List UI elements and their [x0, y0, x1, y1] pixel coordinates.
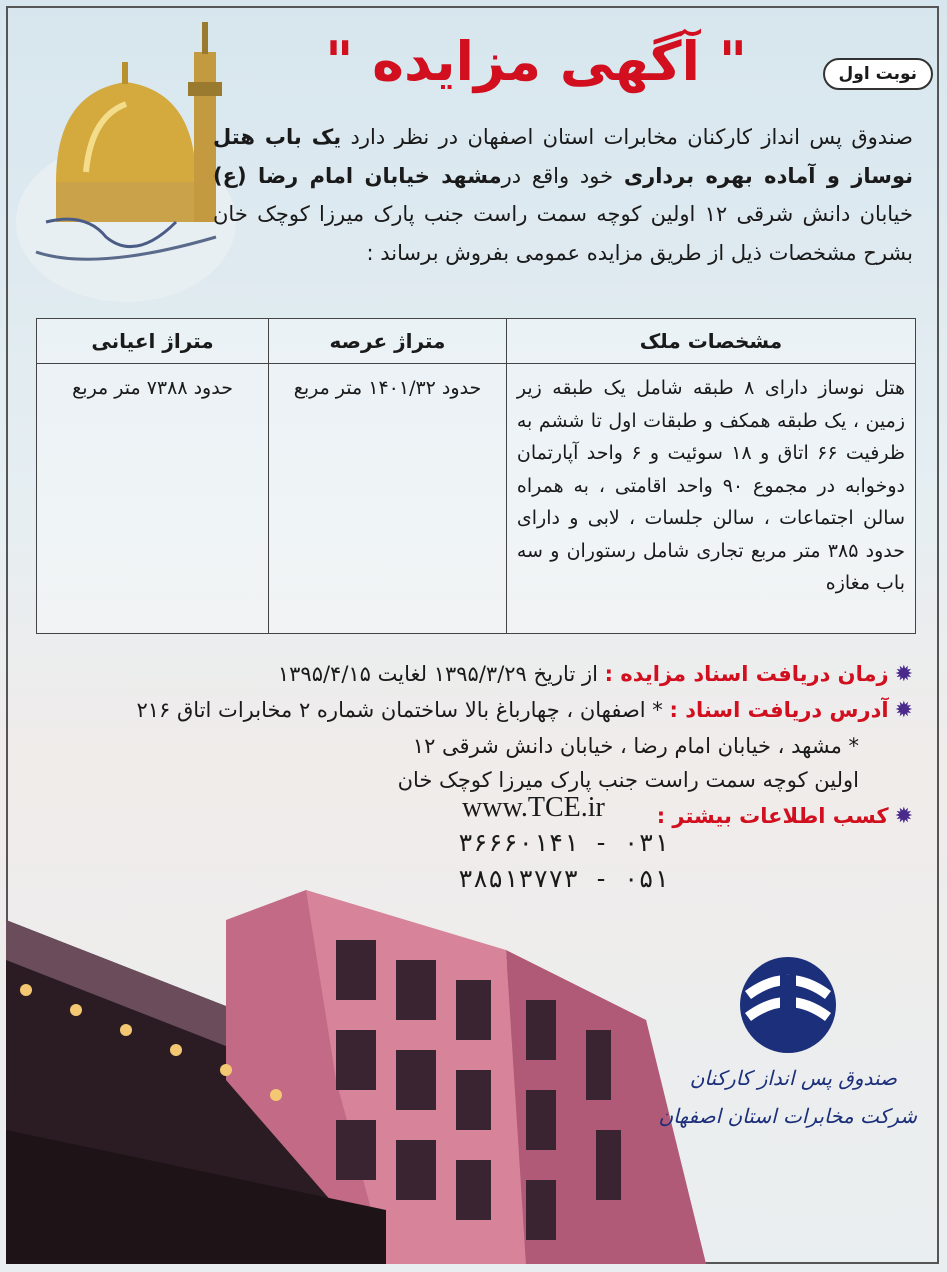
property-specs-table [36, 318, 916, 634]
star-bullet-icon: ✹ [894, 698, 913, 723]
phone-mashhad: ۰۵۱ - ۳۸۵۱۳۷۷۳ [458, 864, 669, 893]
document-time-row [278, 656, 913, 693]
header-property-specs: مشخصات ملک [506, 319, 915, 364]
logo-fund-name: صندوق پس انداز کارکنان [689, 1066, 897, 1090]
page-title: " آگهی مزایده " [325, 30, 747, 93]
building-area-value: حدود ۷۳۸۸ متر مربع [37, 364, 269, 634]
document-time-label: زمان دریافت اسناد مزایده : [604, 662, 889, 686]
first-notice-badge: نوبت اول [823, 58, 933, 90]
phone-isfahan: ۰۳۱ - ۳۶۶۶۰۱۴۱ [458, 828, 669, 857]
intro-text-3: خیابان دانش شرقی ۱۲ اولین کوچه سمت راست جنب پارک میرزا کوچک خان بشرح مشخصات ذیل از طریق مزایده عمومی بفروش برساند : [213, 202, 914, 265]
shrine-illustration [16, 22, 244, 312]
property-description: هتل نوساز دارای ۸ طبقه شامل یک طبقه زیر زمین ، یک طبقه همکف و طبقات اول تا ششم به ظرفیت ۶۶ اتاق و ۱۸ سوئیت و ۶ واحد آپارتمان دوخوابه در مجموع ۹۰ واحد اقامتی ، به همراه سالن اجتماعات ، سالن جلسات ، لابی و دارای حدود ۳۸۵ متر مربع تجاری شامل رستوران و سه باب مغازه [506, 364, 915, 634]
logo-company-name: شرکت مخابرات استان اصفهان [658, 1104, 917, 1128]
header-land-area: متراژ عرصه [269, 319, 507, 364]
more-info-label: کسب اطلاعات بیشتر : [656, 804, 889, 828]
star-bullet-icon: ✹ [894, 662, 913, 687]
website-link[interactable]: www.TCE.ir [462, 792, 605, 823]
telecom-logo-icon [718, 955, 858, 1055]
land-area-value: حدود ۱۴۰۱/۳۲ متر مربع [269, 364, 507, 634]
address-mashhad: * مشهد ، خیابان امام رضا ، خیابان دانش شرقی ۱۲ [412, 734, 859, 758]
address-isfahan: * اصفهان ، چهارباغ بالا ساختمان شماره ۲ مخابرات اتاق ۲۱۶ [136, 698, 663, 722]
header-building-area: متراژ اعیانی [37, 319, 269, 364]
intro-location-highlight: مشهد خیابان امام رضا (ع) [213, 163, 502, 188]
intro-paragraph [213, 118, 913, 272]
address-mashhad-cont: اولین کوچه سمت راست جنب پارک میرزا کوچک خان [397, 768, 859, 792]
hotel-building-photo [6, 880, 706, 1264]
document-time-value: از تاریخ ۱۳۹۵/۳/۲۹ لغایت ۱۳۹۵/۴/۱۵ [277, 662, 598, 686]
more-info-row [657, 798, 913, 835]
intro-text-2: خود واقع در [501, 163, 624, 188]
document-address-label: آدرس دریافت اسناد : [669, 698, 889, 722]
document-address-row [136, 692, 913, 729]
intro-text-1: صندوق پس انداز کارکنان مخابرات استان اصفهان در نظر دارد [341, 125, 914, 149]
intro-hotel-highlight: یک باب هتل نوساز و آماده بهره برداری [213, 125, 913, 188]
star-bullet-icon: ✹ [894, 804, 913, 829]
table-row [37, 364, 916, 634]
